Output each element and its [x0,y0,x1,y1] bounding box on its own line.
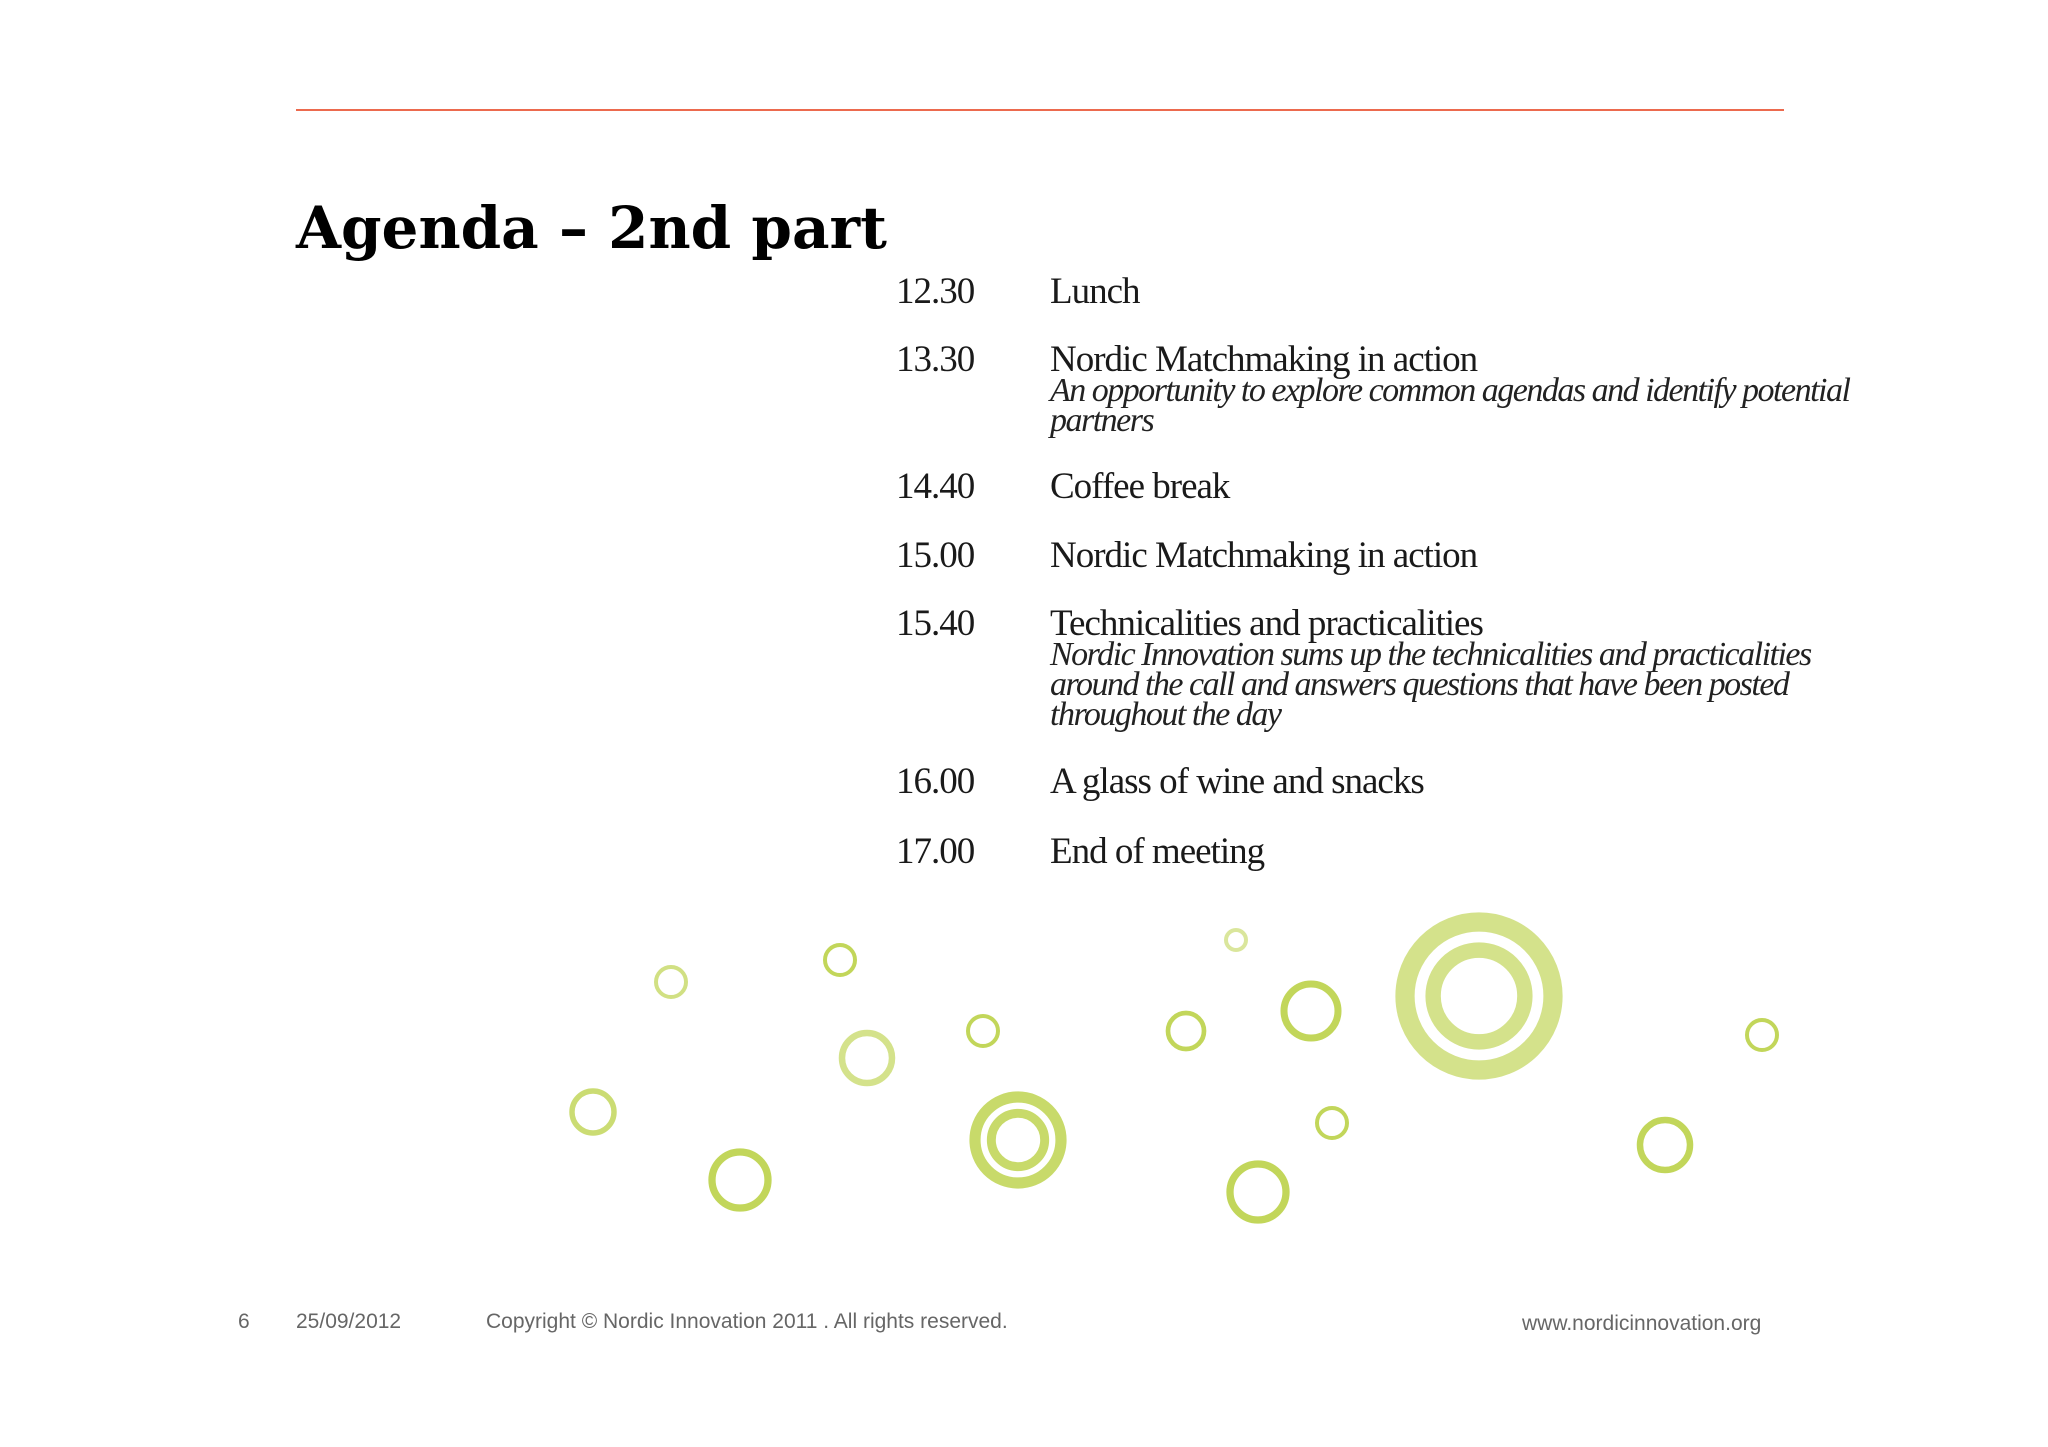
agenda-item-description: Nordic Innovation sums up the technicalities and practicalities around the call and answers questions that have been posted throughout the day [1050,636,1811,733]
circle-ring [1230,1164,1286,1220]
agenda-item-title: Coffee break [1050,466,1230,507]
circle-ring [842,1033,892,1083]
agenda-item [1050,534,1900,578]
agenda-item [1050,760,1900,804]
agenda-time: 17.00 [896,831,975,872]
header-divider [296,109,1784,111]
footer-website: www.nordicinnovation.org [1522,1312,1762,1335]
circle-ring [1317,1108,1347,1138]
slide-title: Agenda – 2nd part [296,194,887,262]
agenda-item-title: Nordic Matchmaking in action [1050,535,1478,576]
circle-ring [1284,984,1338,1038]
circle-ring [656,967,686,997]
agenda-time: 15.40 [896,603,975,644]
circle-ring [968,1016,998,1046]
circle-ring [1433,950,1525,1042]
circle-ring [712,1152,768,1208]
agenda-item-title: Technicalities and practicalities [1050,603,1483,644]
agenda-time: 15.00 [896,535,975,576]
agenda-time: 12.30 [896,271,975,312]
agenda-item-title: Lunch [1050,271,1140,312]
circle-ring [975,1097,1061,1183]
agenda-item [1050,465,1900,509]
circle-ring [1168,1013,1204,1049]
agenda-item-title: Nordic Matchmaking in action [1050,339,1478,380]
agenda-item [1050,602,1900,733]
agenda-item [1050,830,1900,874]
agenda-item-title: End of meeting [1050,831,1265,872]
circle-ring [1405,922,1553,1070]
circle-ring [991,1113,1044,1166]
agenda-item-description: An opportunity to explore common agendas and identify potential partners [1050,372,1850,439]
footer-date: 25/09/2012 [296,1310,402,1333]
circle-ring [1226,930,1246,950]
agenda-time: 16.00 [896,761,975,802]
circle-ring [825,945,855,975]
circle-ring [572,1091,614,1133]
footer-copyright: Copyright © Nordic Innovation 2011 . All rights reserved. [486,1310,1008,1333]
agenda-time: 13.30 [896,339,975,380]
page-number: 6 [238,1310,250,1333]
circle-ring [1747,1020,1777,1050]
circle-ring [1640,1120,1690,1170]
agenda-item [1050,270,1900,314]
agenda-time: 14.40 [896,466,975,507]
agenda-item [1050,338,1900,439]
agenda-item-title: A glass of wine and snacks [1050,761,1424,802]
